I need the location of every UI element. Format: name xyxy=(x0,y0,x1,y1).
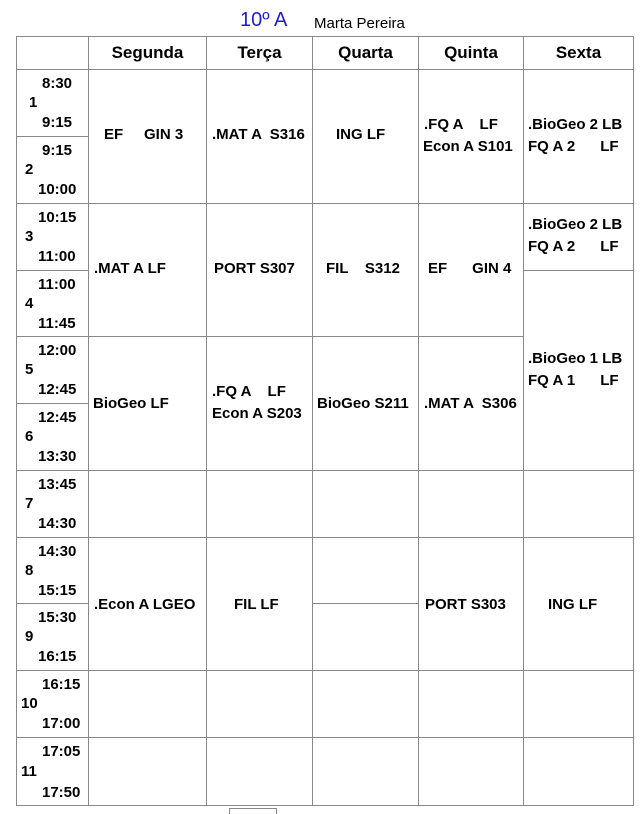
lesson-cell xyxy=(206,470,313,538)
lesson-cell: .BioGeo 2 LB FQ A 2 LF xyxy=(523,203,634,271)
lesson-cell xyxy=(312,470,419,538)
lesson-cell: PORT S303 xyxy=(418,537,524,671)
lesson-cell: PORT S307 xyxy=(206,203,313,337)
time-slot: 10:15 3 11:00 xyxy=(16,203,89,271)
time-slot: 8:30 1 9:15 xyxy=(16,69,89,137)
lesson-cell xyxy=(88,470,207,538)
lesson-cell: FIL LF xyxy=(206,537,313,671)
lesson-cell xyxy=(523,470,634,538)
day-header-segunda: Segunda xyxy=(88,36,207,70)
time-slot: 15:30 9 16:15 xyxy=(16,603,89,671)
lesson-cell xyxy=(312,737,419,806)
lesson-cell xyxy=(523,670,634,738)
lesson-cell: FIL S312 xyxy=(312,203,419,337)
day-header-quinta: Quinta xyxy=(418,36,524,70)
lesson-cell xyxy=(418,670,524,738)
day-header-quarta: Quarta xyxy=(312,36,419,70)
lesson-cell xyxy=(206,670,313,738)
day-header-terca: Terça xyxy=(206,36,313,70)
lesson-cell: .BioGeo 2 LB FQ A 2 LF xyxy=(523,69,634,204)
lesson-cell: .FQ A LF Econ A S203 xyxy=(206,336,313,471)
lesson-cell xyxy=(312,670,419,738)
page-header xyxy=(0,9,644,35)
lesson-cell xyxy=(88,670,207,738)
lesson-cell: ING LF xyxy=(312,69,419,204)
lesson-cell: ING LF xyxy=(523,537,634,671)
lesson-cell: .MAT A LF xyxy=(88,203,207,337)
lesson-cell: .BioGeo 1 LB FQ A 1 LF xyxy=(523,270,634,471)
corner-cell xyxy=(16,36,89,70)
time-slot: 12:00 5 12:45 xyxy=(16,336,89,404)
time-slot: 9:15 2 10:00 xyxy=(16,136,89,204)
lesson-cell: BioGeo S211 xyxy=(312,336,419,471)
day-header-sexta: Sexta xyxy=(523,36,634,70)
teacher-name: Marta Pereira xyxy=(314,15,405,32)
lesson-cell xyxy=(418,470,524,538)
lesson-cell: BioGeo LF xyxy=(88,336,207,471)
time-slot: 16:15 10 17:00 xyxy=(16,670,89,738)
lesson-cell: .Econ A LGEO xyxy=(88,537,207,671)
page-control-stub xyxy=(229,808,277,814)
lesson-cell xyxy=(312,603,419,671)
lesson-cell xyxy=(206,737,313,806)
lesson-cell: .FQ A LF Econ A S101 xyxy=(418,69,524,204)
lesson-cell: .MAT A S306 xyxy=(418,336,524,471)
time-slot: 14:30 8 15:15 xyxy=(16,537,89,604)
time-slot: 17:05 11 17:50 xyxy=(16,737,89,806)
time-slot: 12:45 6 13:30 xyxy=(16,403,89,471)
lesson-cell: EF GIN 3 xyxy=(88,69,207,204)
lesson-cell xyxy=(312,537,419,604)
lesson-cell: EF GIN 4 xyxy=(418,203,524,337)
lesson-cell xyxy=(523,737,634,806)
lesson-cell xyxy=(88,737,207,806)
time-slot: 13:45 7 14:30 xyxy=(16,470,89,538)
lesson-cell xyxy=(418,737,524,806)
class-name: 10º A xyxy=(240,9,288,31)
time-slot: 11:00 4 11:45 xyxy=(16,270,89,337)
lesson-cell: .MAT A S316 xyxy=(206,69,313,204)
